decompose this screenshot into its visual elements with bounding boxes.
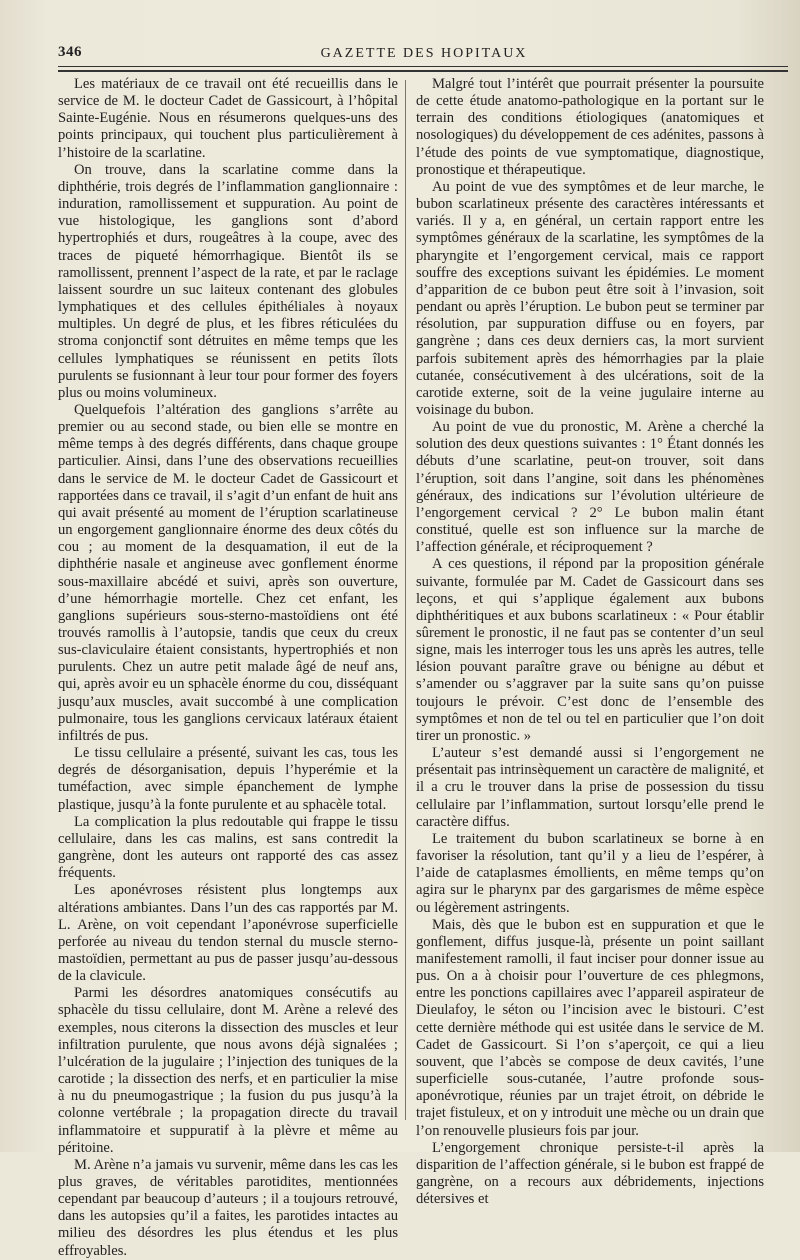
paragraph: Parmi les désordres anatomiques consécutifs au sphacèle du tissu cellulaire, dont M. Arène a relevé des exemples, nous citerons la dissection des muscles et leur infiltration purulente, que nous avons déjà signalées ; l’ulcération de la jugulaire ; l’injection des tuniques de la carotide ; la dissection des nerfs, et en particulier la mise à nu du pneumogastrique ; la fusion du pus jusqu’à la colonne vertébrale ; la propagation directe du travail inflammatoire et suppuratif à la plèvre et même au péritoine. xyxy=(58,985,398,1156)
left-column xyxy=(58,76,398,1260)
page-header xyxy=(58,42,790,64)
paragraph: Le traitement du bubon scarlatineux se borne à en favoriser la résolution, tant qu’il y a lieu de l’espérer, à l’aide de cataplasmes émollients, en même temps qu’on agira sur le pharynx par des gargarismes de même espèce ou légèrement astringents. xyxy=(416,830,764,916)
paragraph: L’auteur s’est demandé aussi si l’engorgement ne présentait pas intrinsèquement un caractère de malignité, et il a cru le trouver dans la prise de possession du tissu cellulaire par l’inflammation, surtout lorsqu’elle prend le caractère diffus. xyxy=(416,745,764,830)
header-rule-thin xyxy=(58,66,788,67)
paragraph: Le tissu cellulaire a présenté, suivant les cas, tous les degrés de désorganisation, depuis l’hyperémie et la tuméfaction, avec simple épanchement de lymphe plastique, jusqu’à la fonte purulente et au sphacèle total. xyxy=(58,745,398,813)
paragraph: Au point de vue des symptômes et de leur marche, le bubon scarlatineux présente des caractères intéressants et variés. Il y a, en général, un certain rapport entre les symptômes généraux de la scarlatine, les symptômes de la pharyngite et l’engorgement cervical, mais ce rapport souffre des exceptions suivant les épidémies. Le moment d’apparition de ce bubon peut être soit à l’invasion, soit pendant ou après l’éruption. Le bubon peut se terminer par résolution, par suppuration diffuse ou en foyers, par gangrène ; dans ces deux derniers cas, la mort survient parfois subitement après des hémorrhagies par la plaie cutanée, consécutivement à des ulcérations, soit de la carotide externe, soit de la veine jugulaire interne au voisinage du bubon. xyxy=(416,178,764,418)
paragraph: Quelquefois l’altération des ganglions s’arrête au premier ou au second stade, ou bien elle se montre en même temps à des degrés différents, dans chaque groupe particulier. Ainsi, dans l’une des observations recueillies dans le service de M. le docteur Cadet de Gassicourt et rapportées dans ce travail, il s’agit d’un enfant de huit ans qui avait présenté au moment de l’éruption scarlatineuse un engorgement ganglionnaire énorme des deux côtés du cou ; au moment de la desquamation, il eut de la diphthérie nasale et angineuse avec gonflement énorme sous-maxillaire abcédé et suivi, après son ouverture, d’une hémorrhagie mortelle. Chez cet enfant, les ganglions supérieurs sous-sterno-mastoïdiens ont été trouvés ramollis à l’autopsie, tandis que ceux du creux sus-claviculaire étaient consistants, hypertrophiés et non purulents. Chez un autre petit malade âgé de neuf ans, qui, après avoir eu un sphacèle énorme du cou, disséquant jusqu’aux muscles, avait succombé à une complication pulmonaire, tous les ganglions cervicaux latéraux étaient infiltrés de pus. xyxy=(58,401,398,744)
paragraph: M. Arène n’a jamais vu survenir, même dans les cas les plus graves, de véritables parotidites, mentionnées cependant par beaucoup d’auteurs ; il a toujours retrouvé, dans les autopsies qu’il a faites, les parotides intactes au milieu des désordres les plus étendus et les plus effroyables. xyxy=(58,1156,398,1259)
paragraph: L’engorgement chronique persiste-t-il après la disparition de l’affection générale, si le bubon est frappé de gangrène, on a recours aux débridements, injections détersives et xyxy=(416,1139,764,1208)
paragraph: Mais, dès que le bubon est en suppuration et que le gonflement, diffus jusque-là, présente un point saillant manifestement ramolli, il faut inciser pour donner issue au pus. On a à choisir pour l’ouverture de ces phlegmons, entre les ponctions capillaires avec l’appareil aspirateur de Dieulafoy, le séton ou l’incision avec le bistouri. C’est cette dernière méthode qui est usitée dans le service de M. Cadet de Gassicourt. Si l’on s’aperçoit, ce qui a lieu souvent, que l’abcès se compose de deux cavités, l’une superficielle sous-cutanée, l’autre profonde sous-aponévrotique, réunies par un trajet étroit, on débride le trajet fistuleux, et on y introduit une mèche ou un drain que l’on renouvelle plusieurs fois par jour. xyxy=(416,916,764,1139)
right-column xyxy=(416,76,764,1208)
paragraph: Au point de vue du pronostic, M. Arène a cherché la solution des deux questions suivantes : 1° Étant donnés les débuts d’une scarlatine, peut-on trouver, soit dans l’éruption, soit dans l’angine, soit dans les phénomènes généraux, des indications sur l’évolution ultérieure de l’engorgement cervical ? 2° Le bubon malin étant constitué, quelle est son influence sur la marche de l’affection générale, et réciproquement ? xyxy=(416,419,764,556)
publication-title: GAZETTE DES HOPITAUX xyxy=(320,46,528,61)
paragraph: On trouve, dans la scarlatine comme dans la diphthérie, trois degrés de l’inflammation ganglionnaire : induration, ramollissement et suppuration. Au point de vue histologique, les ganglions sont d’abord hypertrophiés et durs, rougeâtres à la coupe, avec des traces de piqueté hémorrhagique. Bientôt ils se ramollissent, prennent l’aspect de la rate, et par le raclage laissent sourdre un suc laiteux contenant des globules lymphatiques et des cellules épithéliales à noyaux multiples. Un degré de plus, et les fibres réticulées du stroma conjonctif sont détruites en même temps que les cellules lymphatiques se réunissent en petits îlots purulents se fusionnant à leur tour pour former des foyers plus ou moins volumineux. xyxy=(58,161,398,401)
page-number: 346 xyxy=(58,44,82,60)
header-rule-thick xyxy=(58,70,788,72)
paragraph: A ces questions, il répond par la proposition générale suivante, formulée par M. Cadet de Gassicourt dans ses leçons, et qui s’applique également aux bubons diphthéritiques et aux bubons scarlatineux : « Pour établir sûrement le pronostic, il ne faut pas se contenter d’un seul signe, mais les interroger tous les uns après les autres, telle lésion pouvant paraître grave ou bénigne au début et s’amender ou s’aggraver par la suite sans qu’on puisse toujours le prévoir. C’est donc de l’ensemble des symptômes et non de tel ou tel en particulier que l’on doit tirer un pronostic. » xyxy=(416,556,764,744)
paragraph: Les aponévroses résistent plus longtemps aux altérations ambiantes. Dans l’un des cas rapportés par M. L. Arène, on voit cependant l’aponévrose superficielle perforée au niveau du tendon sternal du muscle sterno-mastoïdien, permettant au pus de passer jusqu’au-dessous de la clavicule. xyxy=(58,882,398,985)
paragraph: La complication la plus redoutable qui frappe le tissu cellulaire, dans les cas malins, est sans contredit la gangrène, dont les auteurs ont rapporté des cas assez fréquents. xyxy=(58,813,398,882)
column-divider xyxy=(405,80,406,1120)
paragraph: Malgré tout l’intérêt que pourrait présenter la poursuite de cette étude anatomo-pathologique en la portant sur le terrain des conditions étiologiques (anatomiques et nosologiques) du développement de ces adénites, passons à l’étude des points de vue symptomatique, diagnostique, pronostique et thérapeutique. xyxy=(416,76,764,178)
paragraph: Les matériaux de ce travail ont été recueillis dans le service de M. le docteur Cadet de Gassicourt, à l’hôpital Sainte-Eugénie. Nous en résumerons quelques-uns des points principaux, qui touchent plus particulièrement à l’histoire de la scarlatine. xyxy=(58,76,398,161)
